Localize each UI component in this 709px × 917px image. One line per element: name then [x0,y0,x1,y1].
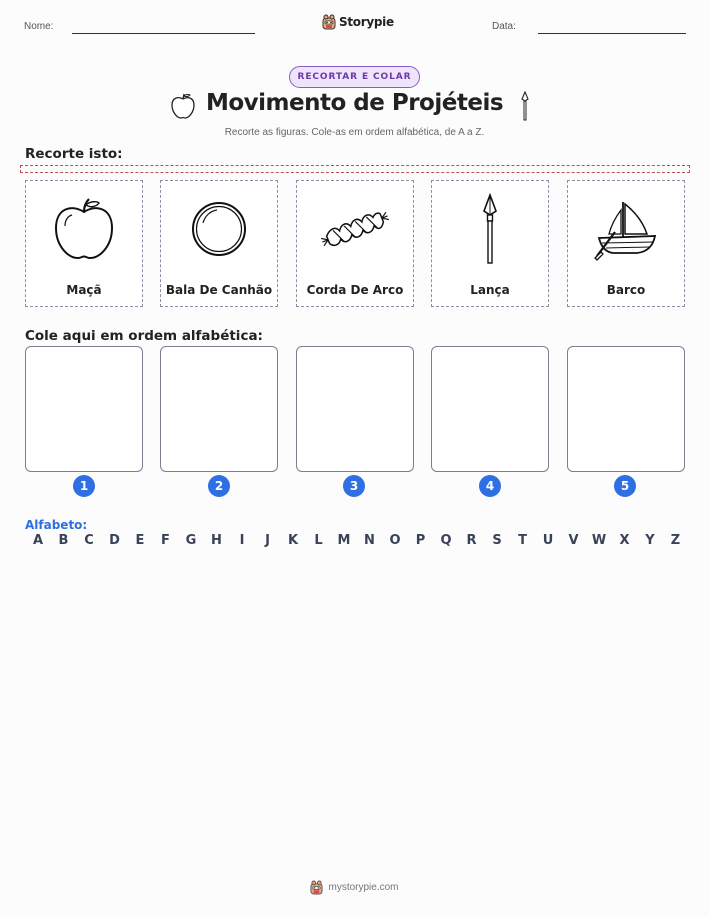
alphabet-letter: N [364,533,375,548]
bowstring-rope-icon [318,204,392,254]
date-label: Data: [492,21,516,32]
card-label: Bala De Canhão [165,283,273,297]
footer [0,880,709,895]
card-label: Lança [470,283,510,297]
alphabet-letter: E [135,533,145,548]
page-title: Movimento de Projéteis [205,90,504,116]
paste-section-label: Cole aqui em ordem alfabética: [25,328,263,344]
alphabet-letter: M [337,533,351,548]
alphabet-letter: F [161,533,170,548]
slot-number-5: 5 [614,475,636,497]
cut-card-boat[interactable] [567,180,685,307]
paste-slot-4[interactable] [431,346,549,472]
alphabet-letter: Y [645,533,655,548]
alphabet-letter: K [287,533,299,548]
alphabet-letter: V [568,533,579,548]
alphabet-letter: Q [440,533,452,548]
card-label: Barco [606,283,646,297]
slot-number-2: 2 [208,475,230,497]
spear-icon [519,91,531,121]
alphabet-title: Alfabeto: [25,518,88,532]
card-label: Corda De Arco [306,283,404,297]
storypie-mascot-icon [322,14,336,30]
brand-logo [322,14,394,30]
cut-card-apple[interactable] [25,180,143,307]
activity-type-badge: RECORTAR E COLAR [289,66,420,88]
alphabet-letter: I [239,533,245,548]
alphabet-letter: C [84,533,94,548]
alphabet-letter: X [619,533,630,548]
card-label: Maçã [66,283,102,297]
spear-icon [479,193,501,265]
alphabet-letter: J [265,533,270,548]
cut-dashed-line [20,165,690,173]
cut-card-bowstring[interactable] [296,180,414,307]
cut-card-cannonball[interactable] [160,180,278,307]
instructions: Recorte as figuras. Cole-as em ordem alfabética, de A a Z. [224,127,485,138]
alphabet-letter: O [389,533,401,548]
brand-name: Storypie [339,15,394,29]
alphabet-letter: L [314,533,323,548]
alphabet-letter: W [591,533,607,548]
alphabet-letter: T [518,533,527,548]
paste-slot-1[interactable] [25,346,143,472]
apple-icon [52,196,116,262]
name-field-line[interactable] [72,33,255,34]
alphabet-letter: U [542,533,554,548]
alphabet-letter: H [211,533,222,548]
alphabet-letter: Z [670,533,681,548]
date-field-line[interactable] [538,33,686,34]
cut-card-spear[interactable] [431,180,549,307]
alphabet-letter: R [466,533,477,548]
slot-number-1: 1 [73,475,95,497]
footer-link[interactable]: mystorypie.com [328,882,399,893]
cannonball-icon [189,199,249,259]
storypie-mascot-icon [310,880,323,895]
slot-number-3: 3 [343,475,365,497]
slot-number-4: 4 [479,475,501,497]
cut-section-label: Recorte isto: [25,146,123,162]
name-label: Nome: [24,21,54,32]
paste-slot-3[interactable] [296,346,414,472]
paste-slot-5[interactable] [567,346,685,472]
alphabet-letter: D [109,533,120,548]
alphabet-letter: P [415,533,426,548]
alphabet-letter: S [492,533,502,548]
alphabet-letter: B [58,533,69,548]
alphabet-letter: A [32,533,44,548]
paste-slot-2[interactable] [160,346,278,472]
alphabet-letter: G [185,533,197,548]
boat-icon [593,196,659,262]
